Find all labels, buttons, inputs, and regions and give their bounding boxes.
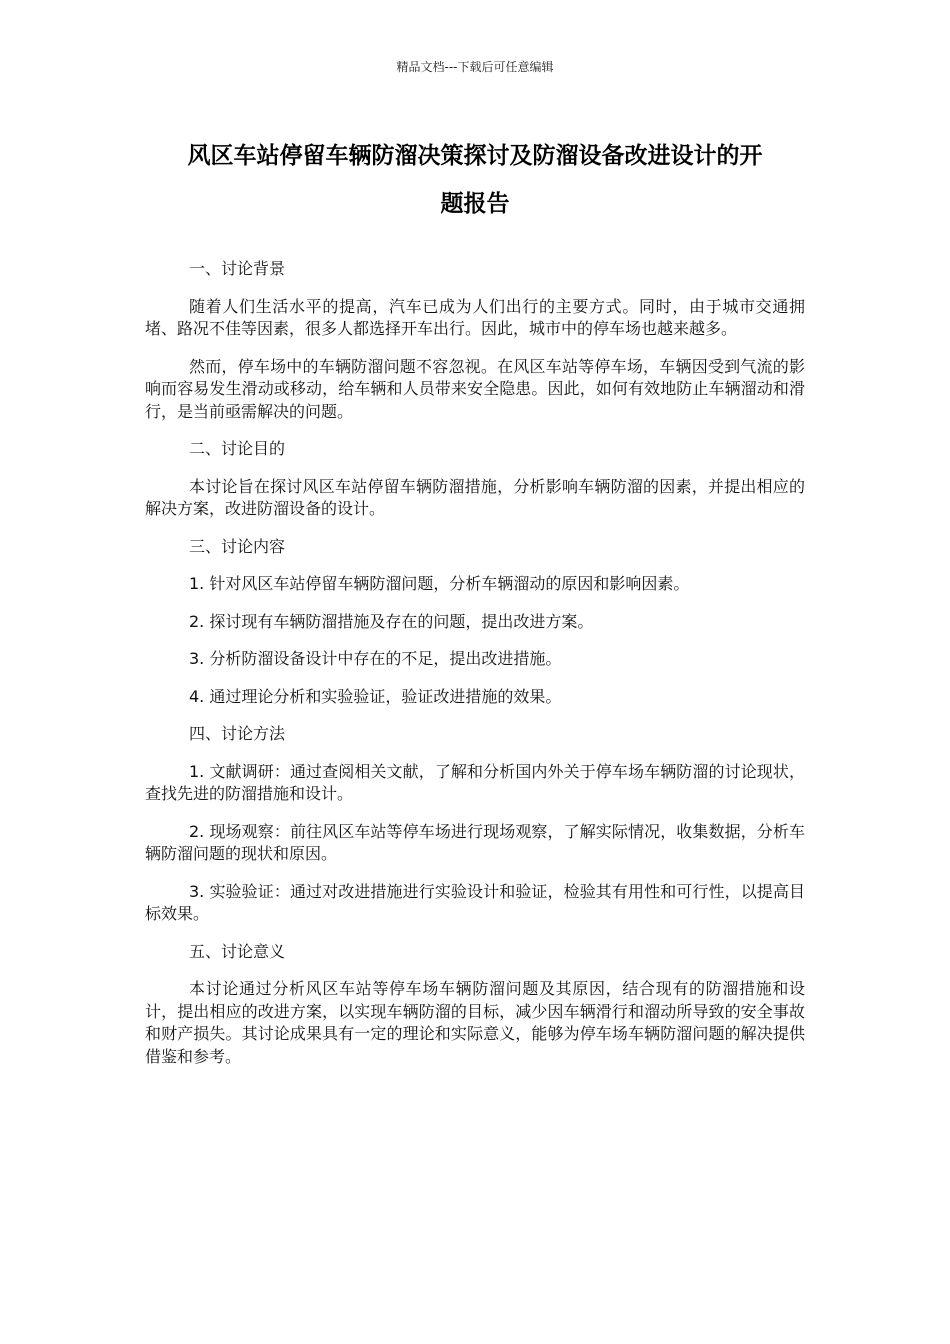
section-heading-methods: 四、讨论方法: [189, 724, 286, 743]
section-heading-significance: 五、讨论意义: [189, 941, 286, 961]
list-item: 1. 针对风区车站停留车辆防溜问题，分析车辆溜动的原因和影响因素。: [189, 574, 690, 593]
document-title: [145, 132, 805, 228]
section-heading-content: 三、讨论内容: [189, 536, 286, 556]
paragraph: 本讨论旨在探讨风区车站停留车辆防溜措施，分析影响车辆防溜的因素，并提出相应的解决方案，改进防溜设备的设计。: [145, 476, 805, 518]
title-line-2: 题报告: [440, 191, 510, 217]
section-heading-background: 一、讨论背景: [189, 259, 286, 278]
list-item: 2. 现场观察：前往风区车站等停车场进行现场观察，了解实际情况，收集数据，分析车辆防溜问题的现状和原因。: [145, 821, 805, 863]
title-line-1: 风区车站停留车辆防溜决策探讨及防溜设备改进设计的开: [187, 143, 763, 169]
list-item: 3. 实验验证：通过对改进措施进行实验设计和验证，检验其有用性和可行性，以提高目标效果。: [145, 881, 805, 923]
list-item: 4. 通过理论分析和实验验证，验证改进措施的效果。: [189, 686, 562, 706]
list-item: 3. 分析防溜设备设计中存在的不足，提出改进措施。: [189, 649, 562, 668]
list-item: 1. 文献调研：通过查阅相关文献，了解和分析国内外关于停车场车辆防溜的讨论现状，查找先进的防溜措施和设计。: [145, 761, 805, 803]
document-body: [145, 258, 805, 1083]
header-note: 精品文档---下载后可任意编辑: [396, 60, 554, 74]
section-heading-purpose: 二、讨论目的: [189, 439, 286, 458]
paragraph: 本讨论通过分析风区车站等停车场车辆防溜问题及其原因，结合现有的防溜措施和设计，提出相应的改进方案，以实现车辆防溜的目标，减少因车辆滑行和溜动所导致的安全事故和财产损失。其讨论成果具有一定的理论和实际意义，能够为停车场车辆防溜问题的解决提供借鉴和参考。: [145, 979, 805, 1066]
paragraph: 随着人们生活水平的提高，汽车已成为人们出行的主要方式。同时，由于城市交通拥堵、路况不佳等因素，很多人都选择开车出行。因此，城市中的停车场也越来越多。: [145, 296, 805, 338]
paragraph: 然而，停车场中的车辆防溜问题不容忽视。在风区车站等停车场，车辆因受到气流的影响而容易发生滑动或移动，给车辆和人员带来安全隐患。因此，如何有效地防止车辆溜动和滑行，是当前亟需解决的问题。: [145, 356, 805, 421]
list-item: 2. 探讨现有车辆防溜措施及存在的问题，提出改进方案。: [189, 611, 594, 631]
